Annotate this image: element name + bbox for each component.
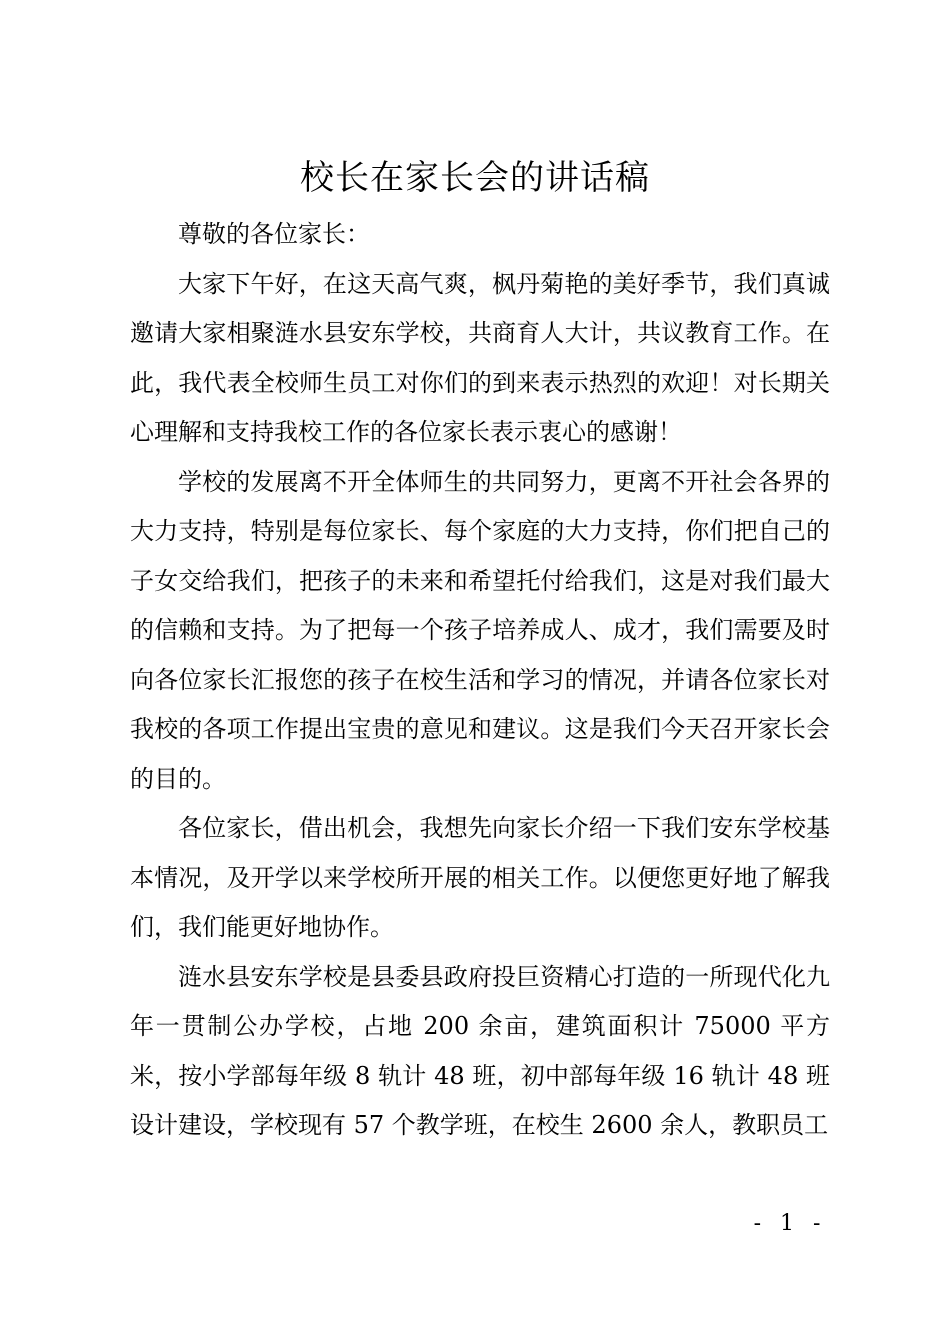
paragraph-school-info: 涟水县安东学校是县委县政府投巨资精心打造的一所现代化九年一贯制公办学校，占地 200 余亩，建筑面积计 75000 平方米，按小学部每年级 8 轨计 48 班，初中部每年级 16 轨计 48 班设计建设，学校现有 57 个教学班，在校生 2600 余人，教职员工	[130, 962, 830, 1139]
paragraph-support: 学校的发展离不开全体师生的共同努力，更离不开社会各界的大力支持，特别是每位家长、每个家庭的大力支持，你们把自己的子女交给我们，把孩子的未来和希望托付给我们，这是对我们最大的信赖和支持。为了把每一个孩子培养成人、成才，我们需要及时向各位家长汇报您的孩子在校生活和学习的情况，并请各位家长对我校的各项工作提出宝贵的意见和建议。这是我们今天召开家长会的目的。	[130, 467, 830, 793]
page-number: - 1 -	[753, 1211, 827, 1236]
document-title: 校长在家长会的讲话稿	[300, 158, 650, 198]
paragraph-introduction: 各位家长，借出机会，我想先向家长介绍一下我们安东学校基本情况，及开学以来学校所开展的相关工作。以便您更好地了解我们，我们能更好地协作。	[130, 814, 830, 941]
document-body	[130, 210, 830, 1151]
salutation: 尊敬的各位家长：	[178, 220, 370, 248]
paragraph-welcome: 大家下午好，在这天高气爽，枫丹菊艳的美好季节，我们真诚邀请大家相聚涟水县安东学校，共商育人大计，共议教育工作。在此，我代表全校师生员工对你们的到来表示热烈的欢迎！对长期关心理解和支持我校工作的各位家长表示衷心的感谢！	[130, 269, 830, 446]
